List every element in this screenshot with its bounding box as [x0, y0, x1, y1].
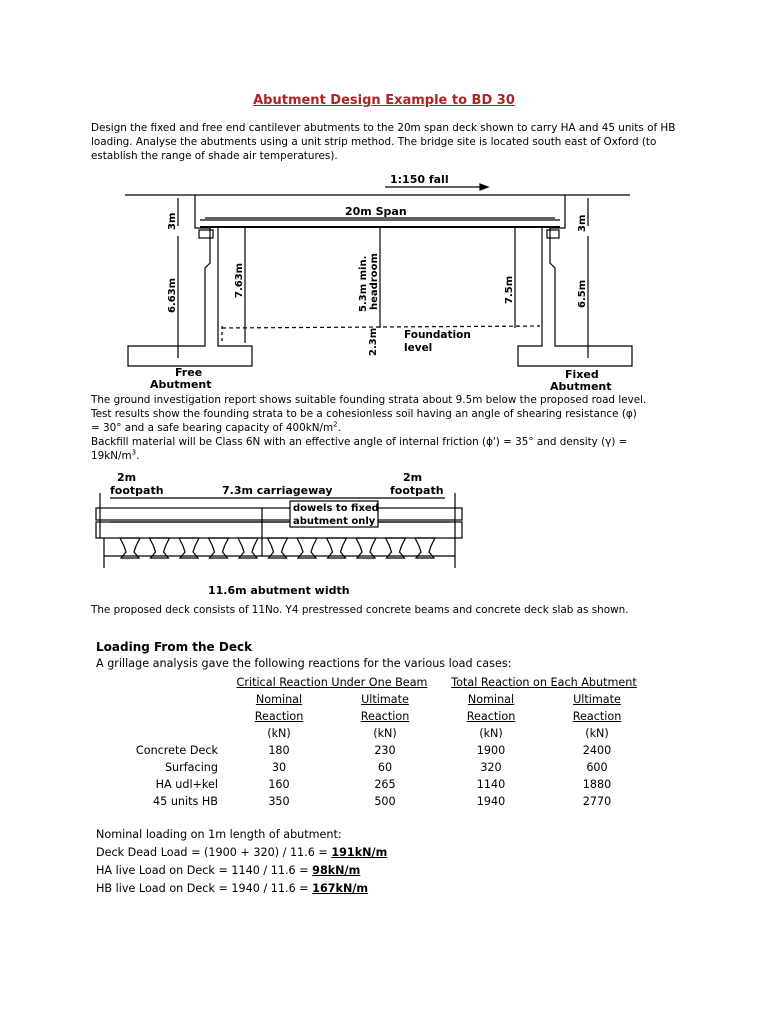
foundation-dim: 2.3m	[368, 327, 379, 356]
h-nominal-1: Nominal	[255, 693, 303, 706]
cross-section-drawing	[0, 468, 768, 600]
h-ultimate-2: Ultimate	[573, 693, 621, 706]
fixed-label-2: Abutment	[550, 380, 612, 393]
nominal-intro: Nominal loading on 1m length of abutment:	[96, 828, 342, 841]
ground-line-3: = 30° and a safe bearing capacity of $400kN/m^2$.	[91, 420, 341, 434]
ground-line-4: Backfill material will be Class 6N with an effective angle of internal friction (ϕ') = 35° and density (γ) =	[91, 436, 628, 448]
h-nominal-2: Nominal	[467, 693, 515, 706]
foundation-label-2: level	[404, 342, 433, 354]
beam-section	[120, 538, 140, 558]
ground-line-1: The ground investigation report shows suitable founding strata about 9.5m below the proposed road level.	[91, 394, 647, 406]
beam-section	[356, 538, 376, 558]
beam-section	[179, 538, 199, 558]
page-title: Abutment Design Example to BD 30	[253, 93, 515, 108]
beam-section	[386, 538, 406, 558]
carriageway-label: 7.3m carriageway	[222, 484, 333, 497]
footpath-right-dim: 2m	[403, 471, 423, 484]
h-reaction-4: Reaction	[572, 710, 622, 723]
abutment-width-label: 11.6m abutment width	[208, 584, 350, 597]
group1-header: Critical Reaction Under One Beam	[236, 676, 428, 689]
ground-paragraph	[91, 393, 691, 463]
h-unit-2: (kN)	[373, 727, 397, 740]
beam-section	[327, 538, 347, 558]
table-row: 45 units HB 350 500 1940 2770	[153, 795, 612, 808]
table-row: Concrete Deck 180 230 1900 2400	[135, 744, 612, 757]
left-clear-dim: 7.63m	[234, 262, 245, 298]
footpath-left-dim: 2m	[117, 471, 137, 484]
h-unit-3: (kN)	[479, 727, 503, 740]
h-unit-4: (kN)	[585, 727, 609, 740]
beam-section	[415, 538, 435, 558]
left-wall-dim: 6.63m	[167, 277, 178, 313]
ha-load-value: 98kN/m	[312, 864, 361, 877]
span-label: 20m Span	[345, 205, 407, 218]
loading-paragraph: A grillage analysis gave the following reactions for the various load cases:	[96, 657, 512, 670]
loading-heading: Loading From the Deck	[96, 640, 253, 654]
dowels-label: dowels to fixed	[293, 503, 379, 514]
reactions-table	[96, 674, 650, 810]
footpath-left-label: footpath	[110, 484, 164, 497]
ha-load-line: HA live Load on Deck = 1140 / 11.6 = 98kN/m	[96, 864, 361, 877]
h-reaction-1: Reaction	[254, 710, 304, 723]
h-ultimate-1: Ultimate	[361, 693, 409, 706]
free-label: Free	[175, 366, 203, 379]
ground-line-5: $19kN/m^3$.	[91, 448, 140, 462]
beam-section	[268, 538, 288, 558]
table-row: Surfacing 30 60 320 600	[164, 761, 608, 774]
right-clear-dim: 7.5m	[504, 275, 515, 304]
free-label-2: Abutment	[150, 378, 212, 391]
dowels-label-2: abutment only	[293, 516, 376, 527]
h-reaction-2: Reaction	[360, 710, 410, 723]
headroom-dim: 5.3m min.	[358, 255, 369, 312]
footpath-right-label: footpath	[390, 484, 444, 497]
beams-group	[120, 538, 435, 558]
left-top-dim: 3m	[167, 212, 178, 230]
beam-section	[238, 538, 258, 558]
right-wall-dim: 6.5m	[577, 279, 588, 308]
deck-paragraph: The proposed deck consists of 11No. Y4 prestressed concrete beams and concrete deck slab as shown.	[91, 604, 629, 616]
fall-label: 1:150 fall	[390, 173, 449, 186]
group2-header: Total Reaction on Each Abutment	[451, 676, 637, 689]
h-unit-1: (kN)	[267, 727, 291, 740]
table-row: HA udl+kel 160 265 1140 1880	[155, 778, 612, 791]
beam-section	[150, 538, 170, 558]
hb-load-value: 167kN/m	[312, 882, 369, 895]
intro-paragraph: Design the fixed and free end cantilever abutments to the 20m span deck shown to carry HA and 45 units of HB loading. Analyse the abutments using a unit strip method. The bridge site is located south east of Oxford (to establish the range of shade air temperatures).	[91, 122, 676, 162]
h-reaction-3: Reaction	[466, 710, 516, 723]
beam-section	[209, 538, 229, 558]
foundation-label: Foundation	[404, 329, 471, 341]
hb-load-line: HB live Load on Deck = 1940 / 11.6 = 167kN/m	[96, 882, 369, 895]
ground-line-2: Test results show the founding strata to be a cohesionless soil having an angle of shearing resistance (φ)	[91, 408, 637, 420]
dead-load-line: Deck Dead Load = (1900 + 320) / 11.6 = 191kN/m	[96, 846, 388, 859]
headroom-label: headroom	[369, 253, 380, 310]
fixed-label: Fixed	[565, 368, 599, 381]
elevation-drawing	[0, 168, 768, 398]
dead-load-value: 191kN/m	[331, 846, 388, 859]
beam-section	[297, 538, 317, 558]
right-top-dim: 3m	[577, 214, 588, 232]
